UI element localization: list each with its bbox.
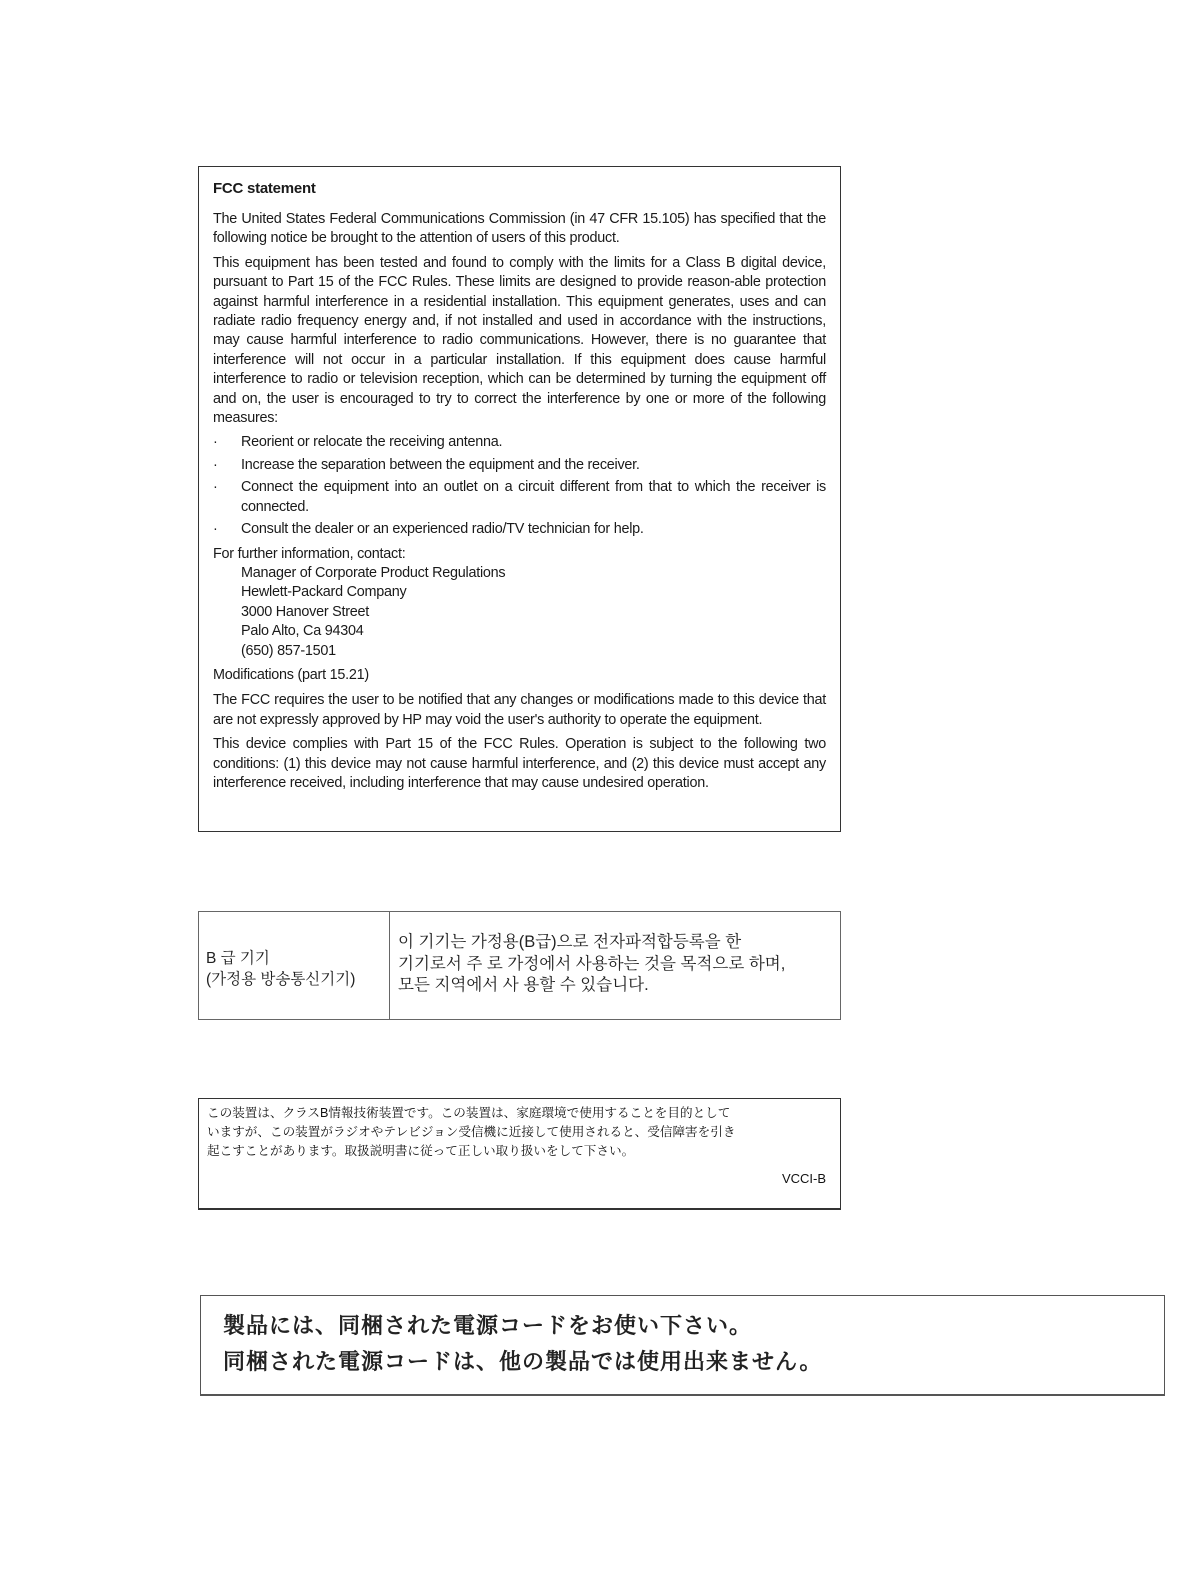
vcci-label: VCCI-B xyxy=(781,1171,826,1186)
compliance-paragraph: This device complies with Part 15 of the FCC Rules. Operation is subject to the following two conditions: (1) this device may not cause harmful interference, and (2) this device must accept any interference received, including interference that may cause undesired operation. xyxy=(213,736,826,791)
measure-text: Connect the equipment into an outlet on a circuit different from that to which the receiver is connected. xyxy=(241,479,826,515)
list-item xyxy=(213,478,826,517)
contact-address-block xyxy=(213,564,826,661)
fcc-body-paragraph: This equipment has been tested and found to comply with the limits for a Class B digital device, pursuant to Part 15 of the FCC Rules. These limits are designed to provide reason-able protection against harmful interference in a residential installation. This equipment generates, uses and can radiate radio frequency energy and, if not installed and used in accordance with the instructions, may cause harmful interference to radio communications. However, there is no guarantee that interference will not occur in a particular installation. If this equipment does cause harmful interference to radio or television reception, which can be determined by turning the equipment off and on, the user is encouraged to try to correct the interference by one or more of the following measures: xyxy=(213,254,826,427)
list-item xyxy=(213,520,826,539)
power-cord-line: 製品には、同梱された電源コードをお使い下さい。 xyxy=(223,1313,753,1338)
modifications-paragraph: The FCC requires the user to be notified that any changes or modifications made to this device that are not expressly approved by HP may void the user's authority to operate the equipment. xyxy=(213,692,826,728)
korea-statement-line: 기기로서 주 로 가정에서 사용하는 것을 목적으로 하며, xyxy=(398,954,786,973)
bullet-icon: · xyxy=(213,456,218,473)
korea-statement-table xyxy=(198,911,841,1020)
bullet-icon: · xyxy=(213,521,218,538)
contact-line: (650) 857-1501 xyxy=(241,642,336,659)
modifications-heading: Modifications (part 15.21) xyxy=(213,666,369,683)
vcci-line: この装置は、クラスB情報技術装置です。この装置は、家庭環境で使用することを目的として xyxy=(207,1106,731,1120)
bullet-icon: · xyxy=(213,434,218,451)
fcc-title: FCC statement xyxy=(213,180,316,197)
contact-line: Palo Alto, Ca 94304 xyxy=(241,623,364,640)
list-item xyxy=(213,456,826,475)
vcci-statement-box xyxy=(198,1098,841,1210)
measure-text: Increase the separation between the equipment and the receiver. xyxy=(241,456,640,473)
vcci-line: いますが、この装置がラジオやテレビジョン受信機に近接して使用されると、受信障害を引き xyxy=(207,1125,736,1139)
contact-intro: For further information, contact: xyxy=(213,545,406,562)
power-cord-line: 同梱された電源コードは、他の製品では使用出来ません。 xyxy=(223,1349,823,1374)
korea-class-label: B 급 기기 (가정용 방송통신기기) xyxy=(199,912,390,1019)
contact-line: 3000 Hanover Street xyxy=(241,603,370,620)
korea-statement-line: 이 기기는 가정용(B급)으로 전자파적합등록을 한 xyxy=(398,933,742,951)
measure-text: Reorient or relocate the receiving antenna. xyxy=(241,434,503,451)
list-item xyxy=(213,433,826,452)
measure-text: Consult the dealer or an experienced radio/TV technician for help. xyxy=(241,521,644,538)
fcc-statement-box xyxy=(198,166,841,832)
vcci-line: 起こすことがあります。取扱説明書に従って正しい取り扱いをして下さい。 xyxy=(207,1144,635,1158)
fcc-intro-paragraph: The United States Federal Communications Commission (in 47 CFR 15.105) has specified that the following notice be brought to the attention of users of this product. xyxy=(213,211,826,247)
bullet-icon: · xyxy=(213,479,218,496)
contact-line: Manager of Corporate Product Regulations xyxy=(241,564,506,581)
korea-statement-line: 모든 지역에서 사 용할 수 있습니다. xyxy=(398,976,649,994)
fcc-measures-list xyxy=(213,433,826,539)
power-cord-notice-box xyxy=(200,1295,1165,1396)
contact-line: Hewlett-Packard Company xyxy=(241,584,407,601)
korea-statement-cell xyxy=(390,912,840,1019)
